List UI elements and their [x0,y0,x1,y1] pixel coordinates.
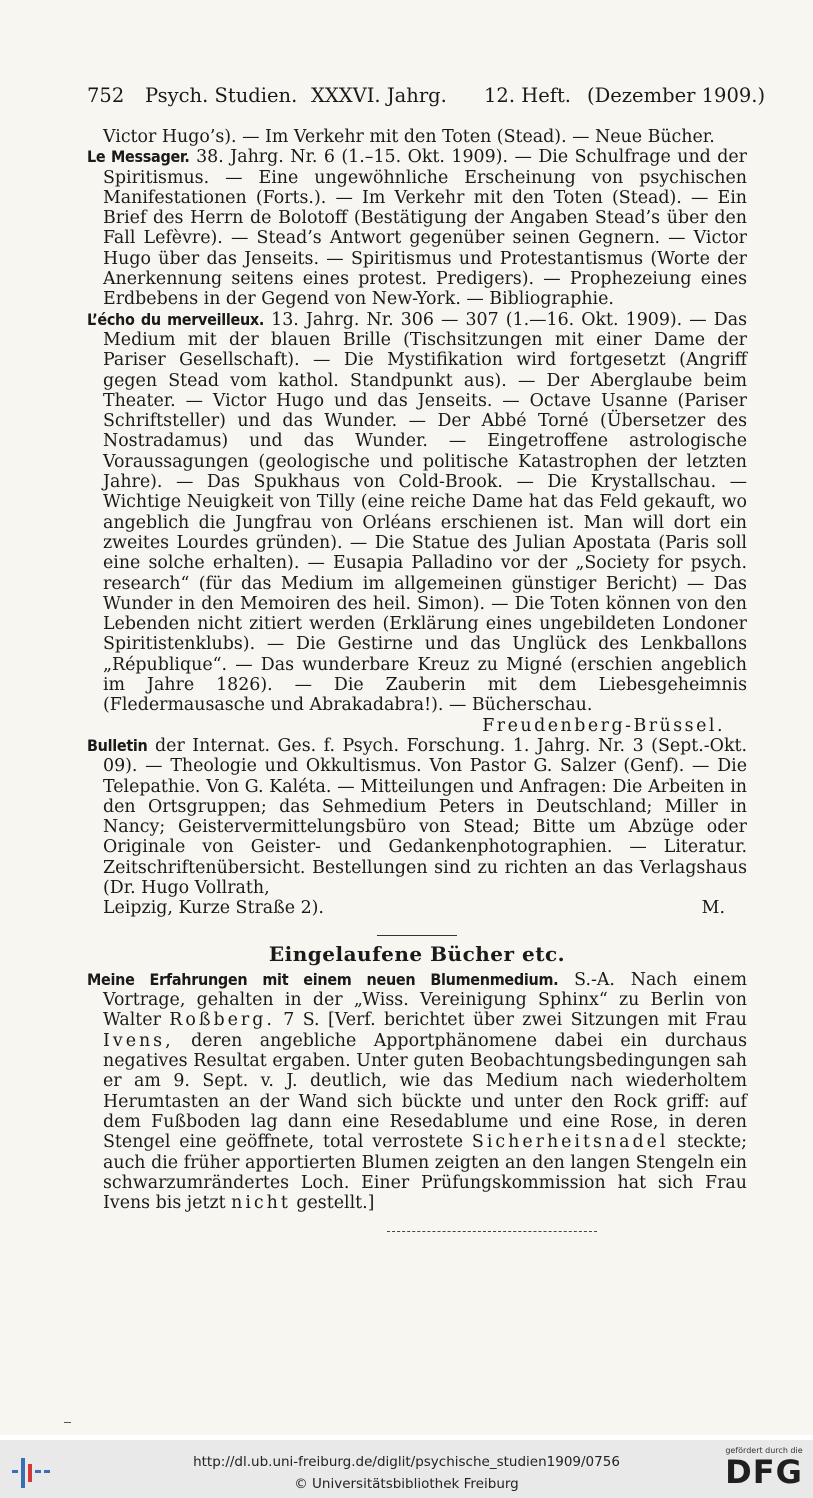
entry-bulletin [87,736,747,898]
bulletin-address: Leipzig, Kurze Straße 2). [103,898,324,919]
entry-title: Le Messager. [87,147,190,167]
emphasized-word: Sicherheitsnadel [471,1132,669,1153]
margin-mark [64,1422,71,1423]
book-text: S.-A. Nach einem Vortrage, gehalten in der „Wiss. Vereinigung Sphinx“ zu Berlin von Walter [103,969,748,1031]
book-text: 7 S. [Verf. berichtet über zwei Sitzungen mit Frau [283,1010,748,1031]
emphasized-word: nicht [231,1193,291,1214]
entry-title: L’écho du merveilleux. [87,309,265,329]
issue: 12. Heft. [484,84,572,107]
dfg-logo [722,1446,806,1496]
entry-text: 38. Jahrg. Nr. 6 (1.–15. Okt. 1909). — Die Schulfrage und der Spiritismus. — Eine ungewöhnliche Erscheinung von psychischen Manifestationen (Forts.). — Im Verkehr mit den Toten (Stead). — Ein Brief des Herrn de Bolotoff (Bestätigung der Angaben Stead’s über den Fall Lefèvre). — Stead’s Antwort gegenüber seinen Gegnern. — Victor Hugo über das Jenseits. — Spiritismus und Protestantismus (Worte der Anerkennung seitens eines protest. Predigers). — Prophezeiung eines Erdbebens in der Gegend von New-York. — Bibliographie. [103,147,747,310]
signature: M. [701,898,725,919]
body-text [87,127,747,1232]
copyright-text: © Universitätsbibliothek Freiburg [294,1476,519,1492]
book-text: steckte; auch die früher apportierten Blumen zeigten an den langen Stengeln ein schwarzumrändertes Loch. Einer Prüfungskommission hat sich Frau Ivens bis jetzt [103,1132,748,1214]
entry-title: Bulletin [87,735,148,755]
volume: XXXVI. Jahrg. [311,84,447,107]
date: (Dezember 1909.) [587,84,766,107]
entry-text: 13. Jahrg. Nr. 306 — 307 (1.—16. Okt. 1909). — Das Medium mit der blauen Brille (Tischsitzungen mit einer Dame der Pariser Gesellschaft). — Die Mystifikation wird fortgesetzt (Angriff gegen Stead vom kathol. Standpunkt aus). — Der Aberglaube beim Theater. — Victor Hugo und das Jenseits. — Octave Usanne (Pariser Schriftsteller) und das Wunder. — Der Abbé Torné (Übersetzer des Nostradamus) und das Wunder. — Eingetroffene astrologische Voraussagungen (geologische und politische Katastrophen der letzten Jahre). — Das Spukhaus von Cold-Brook. — Die Krystallschau. — Wichtige Neuigkeit von Tilly (eine reiche Dame hat das Feld gekauft, wo angeblich die Jungfrau von Orléans erschienen ist. Man will dort ein zweites Lourdes gründen). — Die Statue des Julian Apostata (Paris soll eine solche erhalten). — Eusapia Palladino vor der „Society for psych. research“ (für das Medium im allgemeinen günstiger Bericht) — Das Wunder in den Memoiren des heil. Simon). — Die Toten können von den Lebenden nicht zitiert werden (Erklärung eines ungebildeten Londoner Spiritistenklubs). — Die Gestirne und das Unglück des Lenkballons „République“. — Das wunderbare Kreuz zu Migné (erschien angeblich im Jahre 1826). — Die Zauberin mit dem Liebesgeheimnis (Fledermausasche und Abrakadabra!). — Bücherschau. [103,309,748,716]
section-heading: Eingelaufene Bücher etc. [268,941,566,966]
divider [377,935,457,936]
book-author: Roßberg. [169,1010,275,1031]
end-divider [387,1231,597,1232]
page-number: 752 [87,84,125,107]
viewer-footer [0,1440,813,1498]
signature: Freudenberg-Brüssel. [482,715,725,736]
running-header [87,84,766,112]
book-title: Meine Erfahrungen mit einem neuen Blumenmedium. [87,969,559,989]
book-text: gestellt.] [296,1193,375,1214]
journal-title: Psych. Studien. [145,84,298,107]
funded-by-text: gefördert durch die [725,1446,803,1455]
entry-book [87,970,747,1214]
entry-le-messager [87,147,747,309]
dfg-text: DFG [725,1453,803,1491]
entry-text: der Internat. Ges. f. Psych. Forschung. 1. Jahrg. Nr. 3 (Sept.-Okt. 09). — Theologie und Okkultismus. Von Pastor G. Salzer (Genf). — Die Telepathie. Von G. Kaléta. — Mitteilungen und Anfragen: Die Arbeiten in den Ortsgruppen; das Sehmedium Peters in Deutschland; Miller in Nancy; Geistervermittelungsbüro von Stead; Bitte um Abzüge oder Originale von Geister- und Gedankenphotographien. — Literatur. Zeitschriftenübersicht. Bestellungen sind zu richten an das Verlagshaus (Dr. Hugo Vollrath, [103,735,747,898]
continuation-paragraph [87,127,747,147]
bulletin-last-line [87,898,747,918]
medium-name: Ivens, [103,1030,174,1051]
book-text: deren angebliche Apportphänomene dabei ein durchaus negatives Resultat ergaben. Unter guten Beobachtungsbedingungen sah er am 9. Sept. v. J. deutlich, wie das Medium nach wiederholtem Herumtasten an der Wand sich bückte und unter den Rock griff: auf dem Fußboden lag dann eine Resedablume und eine Rose, in deren Stengel eine geöffnete, total verrostete [103,1030,747,1153]
continuation-text: Victor Hugo’s). — Im Verkehr mit den Toten (Stead). — Neue Bücher. [103,127,715,147]
page-url-link[interactable]: http://dl.ub.uni-freiburg.de/diglit/psychische_studien1909/0756 [193,1454,620,1470]
entry-echo-du-merveilleux [87,309,748,736]
